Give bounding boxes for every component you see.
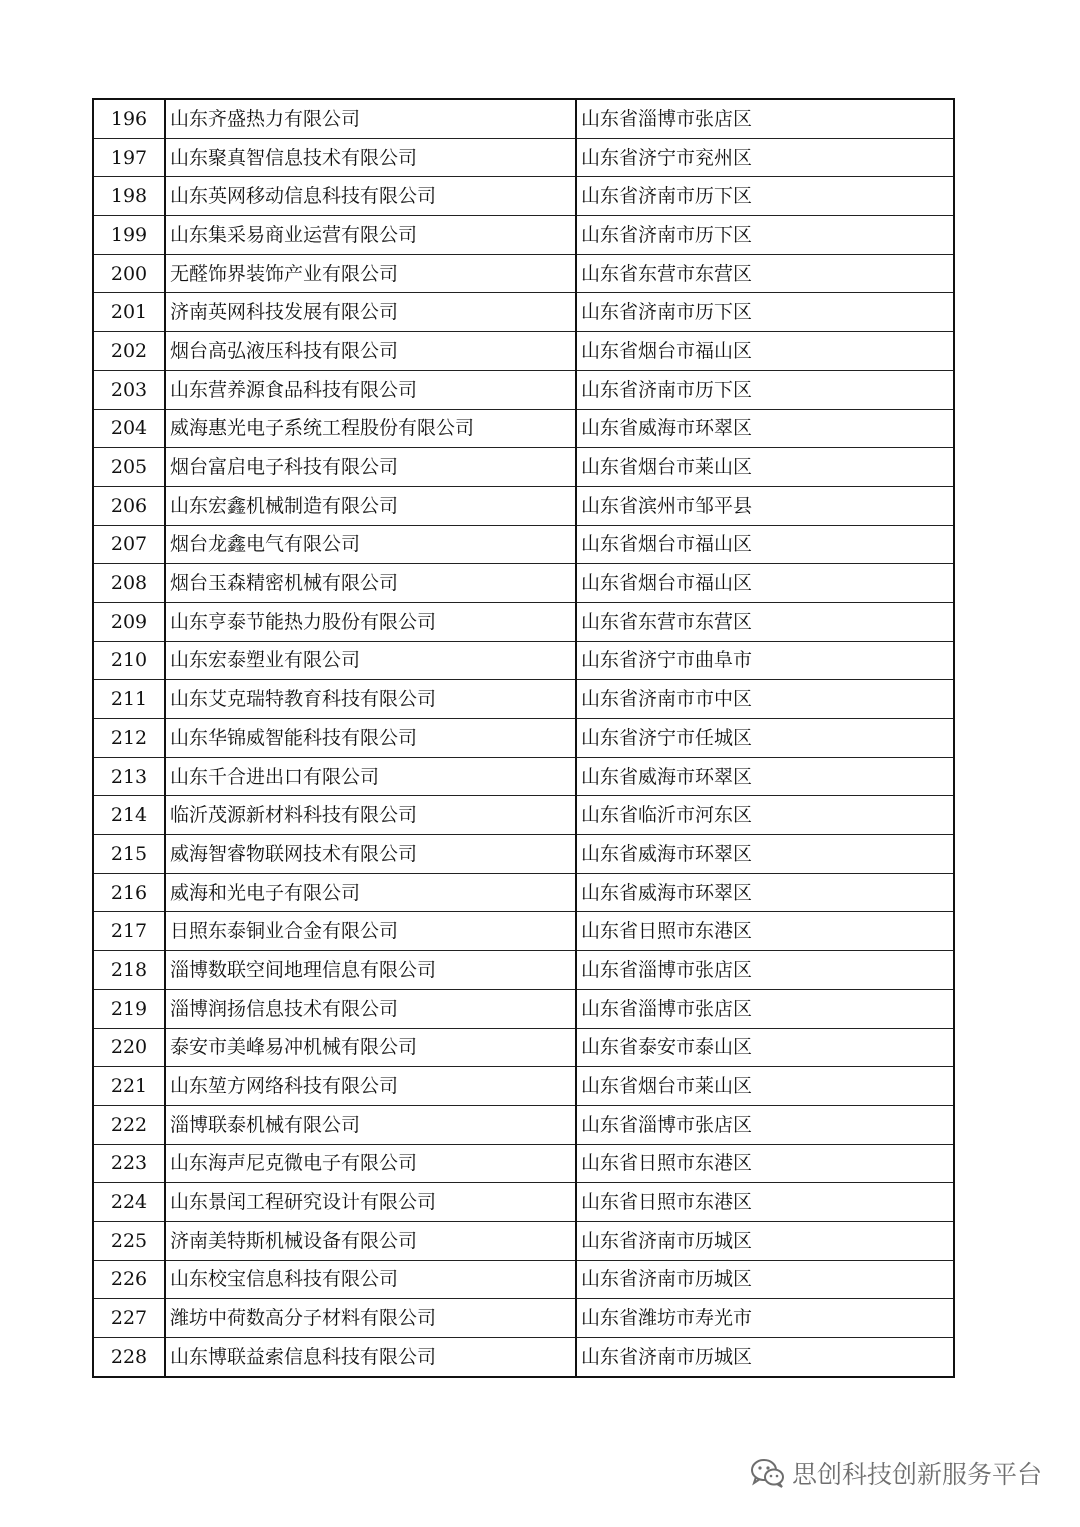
table-row — [93, 680, 954, 719]
company-name: 山东校宝信息科技有限公司 — [165, 1260, 576, 1299]
row-number: 221 — [93, 1067, 165, 1106]
company-name: 威海和光电子有限公司 — [165, 873, 576, 912]
table-row — [93, 525, 954, 564]
company-name: 无醛饰界装饰产业有限公司 — [165, 254, 576, 293]
row-number: 220 — [93, 1028, 165, 1067]
company-name: 山东千合进出口有限公司 — [165, 757, 576, 796]
table-row — [93, 486, 954, 525]
row-number: 223 — [93, 1144, 165, 1183]
row-number: 215 — [93, 835, 165, 874]
table-row — [93, 1183, 954, 1222]
row-number: 203 — [93, 370, 165, 409]
company-name: 山东宏泰塑业有限公司 — [165, 641, 576, 680]
company-name: 日照东泰铜业合金有限公司 — [165, 912, 576, 951]
company-location: 山东省东营市东营区 — [576, 602, 954, 641]
company-location: 山东省威海市环翠区 — [576, 835, 954, 874]
wechat-watermark — [750, 1455, 1042, 1491]
company-location: 山东省烟台市莱山区 — [576, 448, 954, 487]
table-row — [93, 564, 954, 603]
row-number: 209 — [93, 602, 165, 641]
row-number: 219 — [93, 989, 165, 1028]
table-row — [93, 1105, 954, 1144]
table-row — [93, 757, 954, 796]
company-location: 山东省济宁市曲阜市 — [576, 641, 954, 680]
company-name: 山东亨泰节能热力股份有限公司 — [165, 602, 576, 641]
company-name: 烟台高弘液压科技有限公司 — [165, 332, 576, 371]
table-row — [93, 99, 954, 138]
watermark-text: 思创科技创新服务平台 — [791, 1460, 1042, 1489]
table-row — [93, 641, 954, 680]
company-name: 山东艾克瑞特教育科技有限公司 — [165, 680, 576, 719]
row-number: 212 — [93, 719, 165, 758]
company-name: 淄博联泰机械有限公司 — [165, 1105, 576, 1144]
company-name: 烟台富启电子科技有限公司 — [165, 448, 576, 487]
row-number: 207 — [93, 525, 165, 564]
table-row — [93, 1338, 954, 1377]
company-name: 淄博润扬信息技术有限公司 — [165, 989, 576, 1028]
company-location: 山东省日照市东港区 — [576, 1183, 954, 1222]
company-name: 泰安市美峰易冲机械有限公司 — [165, 1028, 576, 1067]
table-row — [93, 1144, 954, 1183]
company-location: 山东省济南市历下区 — [576, 370, 954, 409]
table-row — [93, 719, 954, 758]
company-name: 烟台玉森精密机械有限公司 — [165, 564, 576, 603]
table-row — [93, 254, 954, 293]
company-location: 山东省威海市环翠区 — [576, 409, 954, 448]
row-number: 227 — [93, 1299, 165, 1338]
company-location: 山东省临沂市河东区 — [576, 796, 954, 835]
company-location: 山东省济南市市中区 — [576, 680, 954, 719]
row-number: 216 — [93, 873, 165, 912]
row-number: 200 — [93, 254, 165, 293]
row-number: 214 — [93, 796, 165, 835]
table-row — [93, 951, 954, 990]
company-location: 山东省烟台市莱山区 — [576, 1067, 954, 1106]
company-name: 潍坊中荷数高分子材料有限公司 — [165, 1299, 576, 1338]
table-row — [93, 293, 954, 332]
company-name: 山东宏鑫机械制造有限公司 — [165, 486, 576, 525]
company-name: 山东华锦威智能科技有限公司 — [165, 719, 576, 758]
company-name: 山东景闰工程研究设计有限公司 — [165, 1183, 576, 1222]
table-row — [93, 177, 954, 216]
wechat-icon — [750, 1458, 786, 1488]
row-number: 208 — [93, 564, 165, 603]
company-location: 山东省烟台市福山区 — [576, 332, 954, 371]
company-location: 山东省烟台市福山区 — [576, 564, 954, 603]
company-name: 山东海声尼克微电子有限公司 — [165, 1144, 576, 1183]
row-number: 210 — [93, 641, 165, 680]
row-number: 225 — [93, 1221, 165, 1260]
table-row — [93, 1299, 954, 1338]
company-name: 淄博数联空间地理信息有限公司 — [165, 951, 576, 990]
company-location: 山东省潍坊市寿光市 — [576, 1299, 954, 1338]
table-row — [93, 370, 954, 409]
table-row — [93, 1067, 954, 1106]
table-row — [93, 912, 954, 951]
row-number: 202 — [93, 332, 165, 371]
row-number: 197 — [93, 138, 165, 177]
company-location: 山东省威海市环翠区 — [576, 873, 954, 912]
row-number: 206 — [93, 486, 165, 525]
company-location: 山东省威海市环翠区 — [576, 757, 954, 796]
row-number: 204 — [93, 409, 165, 448]
company-name: 山东集采易商业运营有限公司 — [165, 216, 576, 255]
company-location: 山东省淄博市张店区 — [576, 99, 954, 138]
company-location: 山东省济南市历下区 — [576, 293, 954, 332]
company-location: 山东省济南市历城区 — [576, 1221, 954, 1260]
table-row — [93, 873, 954, 912]
company-location: 山东省淄博市张店区 — [576, 1105, 954, 1144]
company-name: 山东英网移动信息科技有限公司 — [165, 177, 576, 216]
company-name: 山东堃方网络科技有限公司 — [165, 1067, 576, 1106]
row-number: 201 — [93, 293, 165, 332]
company-location: 山东省济宁市任城区 — [576, 719, 954, 758]
company-location: 山东省滨州市邹平县 — [576, 486, 954, 525]
table-row — [93, 602, 954, 641]
table-row — [93, 448, 954, 487]
row-number: 218 — [93, 951, 165, 990]
table-row — [93, 1028, 954, 1067]
company-name: 临沂茂源新材料科技有限公司 — [165, 796, 576, 835]
company-name: 烟台龙鑫电气有限公司 — [165, 525, 576, 564]
row-number: 196 — [93, 99, 165, 138]
table-body — [93, 99, 954, 1377]
table-row — [93, 796, 954, 835]
company-location: 山东省济南市历城区 — [576, 1260, 954, 1299]
row-number: 226 — [93, 1260, 165, 1299]
table-row — [93, 409, 954, 448]
row-number: 198 — [93, 177, 165, 216]
company-location: 山东省日照市东港区 — [576, 912, 954, 951]
company-location: 山东省济南市历下区 — [576, 216, 954, 255]
company-name: 山东博联益索信息科技有限公司 — [165, 1338, 576, 1377]
company-name: 威海惠光电子系统工程股份有限公司 — [165, 409, 576, 448]
company-name: 威海智睿物联网技术有限公司 — [165, 835, 576, 874]
company-list-table — [92, 98, 955, 1378]
company-location: 山东省泰安市泰山区 — [576, 1028, 954, 1067]
company-location: 山东省济南市历城区 — [576, 1338, 954, 1377]
company-location: 山东省济南市历下区 — [576, 177, 954, 216]
table-row — [93, 332, 954, 371]
company-location: 山东省济宁市兖州区 — [576, 138, 954, 177]
company-name: 济南美特斯机械设备有限公司 — [165, 1221, 576, 1260]
table-row — [93, 138, 954, 177]
company-name: 山东营养源食品科技有限公司 — [165, 370, 576, 409]
table-row — [93, 989, 954, 1028]
company-name: 山东齐盛热力有限公司 — [165, 99, 576, 138]
company-location: 山东省东营市东营区 — [576, 254, 954, 293]
company-location: 山东省淄博市张店区 — [576, 989, 954, 1028]
table-row — [93, 216, 954, 255]
company-name: 济南英网科技发展有限公司 — [165, 293, 576, 332]
company-location: 山东省日照市东港区 — [576, 1144, 954, 1183]
row-number: 199 — [93, 216, 165, 255]
row-number: 205 — [93, 448, 165, 487]
row-number: 228 — [93, 1338, 165, 1377]
table-row — [93, 1260, 954, 1299]
company-name: 山东聚真智信息技术有限公司 — [165, 138, 576, 177]
row-number: 211 — [93, 680, 165, 719]
row-number: 213 — [93, 757, 165, 796]
table-row — [93, 835, 954, 874]
row-number: 217 — [93, 912, 165, 951]
company-location: 山东省淄博市张店区 — [576, 951, 954, 990]
row-number: 224 — [93, 1183, 165, 1222]
company-location: 山东省烟台市福山区 — [576, 525, 954, 564]
table-row — [93, 1221, 954, 1260]
row-number: 222 — [93, 1105, 165, 1144]
